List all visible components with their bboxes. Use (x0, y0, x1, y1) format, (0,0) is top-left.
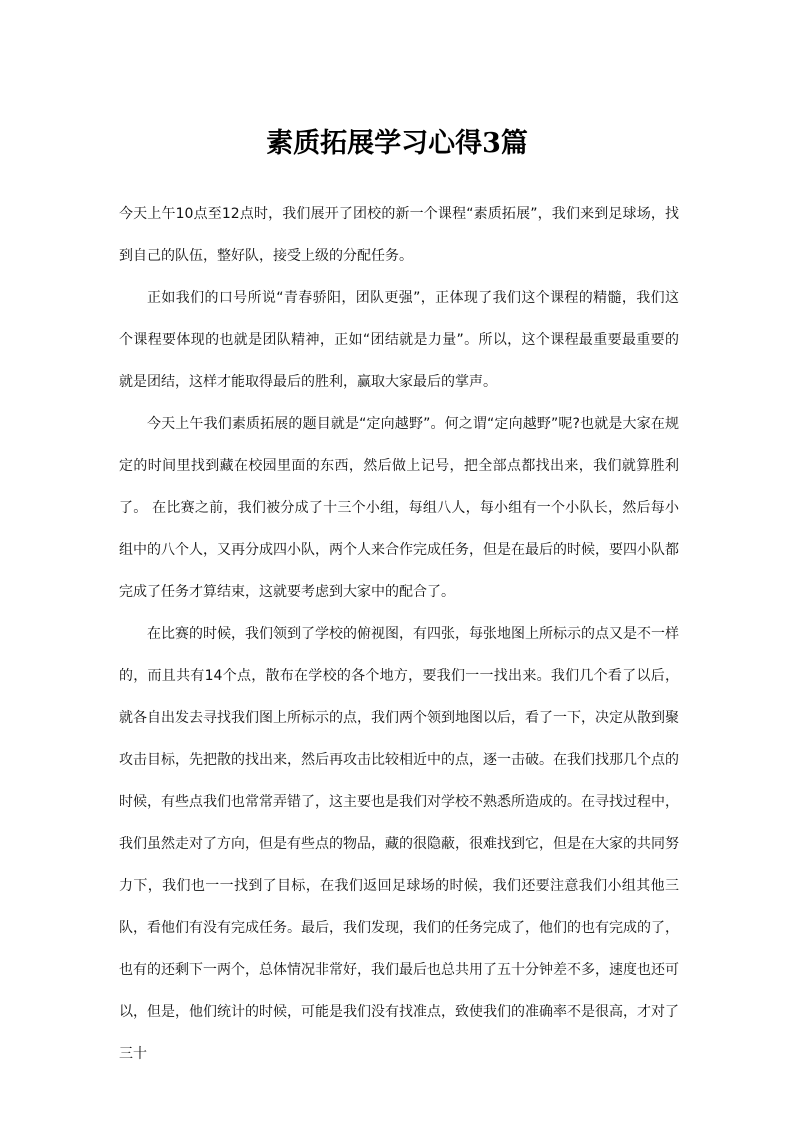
document-title: 素质拓展学习心得3篇 (266, 128, 528, 159)
document-body (119, 193, 679, 1075)
paragraph-3: 今天上午我们素质拓展的题目就是“定向越野”。何之谓“定向越野”呢?也就是大家在规定的时间里找到藏在校园里面的东西，然后做上记号，把全部点都找出来，我们就算胜利了。 在比赛之前，我们被分成了十三个小组，每组八人，每小组有一个小队长，然后每小组中的八个人，又再分成四小队，两个人来合作完成任务，但是在最后的时候，要四小队都完成了任务才算结束，这就要考虑到大家中的配合了。 (119, 416, 679, 600)
paragraph-2: 正如我们的口号所说“青春骄阳，团队更强”，正体现了我们这个课程的精髓，我们这个课程要体现的也就是团队精神，正如“团结就是力量”。所以，这个课程最重要最重要的就是团结，这样才能取得最后的胜利，赢取大家最后的掌声。 (119, 290, 679, 390)
paragraph-4: 在比赛的时候，我们领到了学校的俯视图，有四张，每张地图上所标示的点又是不一样的，而且共有14个点，散布在学校的各个地方，要我们一一找出来。我们几个看了以后，就各自出发去寻找我们图上所标示的点，我们两个领到地图以后，看了一下，决定从散到聚攻击目标，先把散的找出来，然后再攻击比较相近中的点，逐一击破。在我们找那几个点的时候，有些点我们也常常弄错了，这主要也是我们对学校不熟悉所造成的。在寻找过程中，我们虽然走对了方向，但是有些点的物品，藏的很隐蔽，很难找到它，但是在大家的共同努力下，我们也一一找到了目标，在我们返回足球场的时候，我们还要注意我们小组其他三队，看他们有没有完成任务。最后，我们发现，我们的任务完成了，他们的也有完成的了，也有的还剩下一两个，总体情况非常好，我们最后也总共用了五十分钟差不多，速度也还可以，但是，他们统计的时候，可能是我们没有找准点，致使我们的准确率不是很高，才对了三十 (119, 626, 679, 1062)
paragraph-1: 今天上午10点至12点时，我们展开了团校的新一个课程“素质拓展”，我们来到足球场，找到自己的队伍，整好队，接受上级的分配任务。 (119, 206, 679, 264)
